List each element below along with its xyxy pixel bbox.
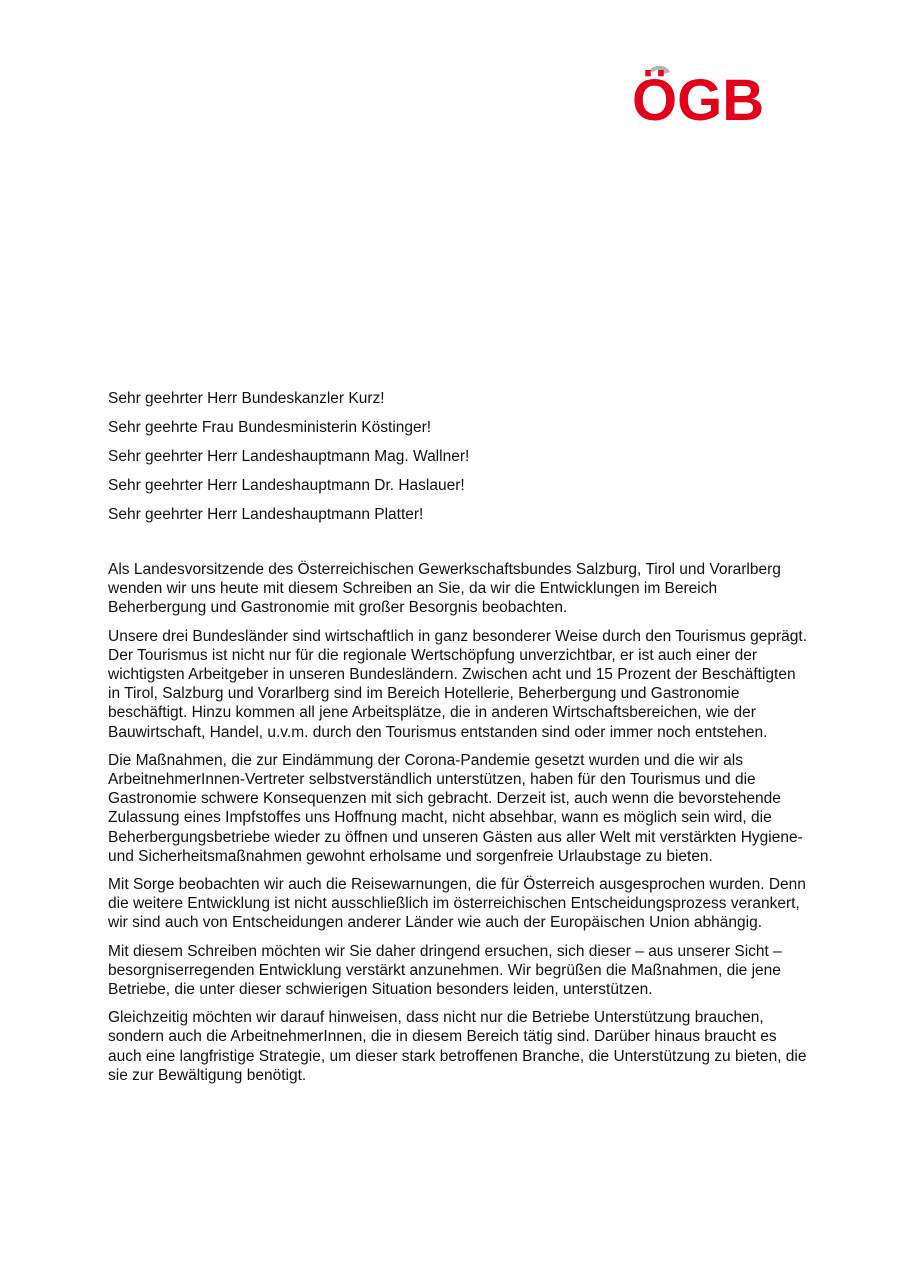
paragraph: Als Landesvorsitzende des Österreichischen Gewerkschaftsbundes Salzburg, Tirol und Vorarlberg wenden wir uns heute mit diesem Schreiben an Sie, da wir die Entwicklungen im Bereich Beherbergung und Gastronomie mit großer Besorgnis beobachten. (108, 561, 781, 617)
salutation-line: Sehr geehrter Herr Landeshauptmann Dr. Haslauer! (108, 477, 465, 494)
oegb-logo (632, 64, 784, 133)
paragraph: Die Maßnahmen, die zur Eindämmung der Corona-Pandemie gesetzt wurden und die wir als ArbeitnehmerInnen-Vertreter selbstverständlich unterstützen, haben für den Tourismus und die Gastronomie schwere Konsequenzen mit sich gebracht. Derzeit ist, auch wenn die bevorstehende Zulassung eines Impfstoffes uns Hoffnung macht, nicht absehbar, wann es möglich sein wird, die Beherbergungsbetriebe wieder zu öffnen und unseren Gästen aus aller Welt mit verstärkten Hygiene- und Sicherheitsmaßnahmen gewohnt erholsame und sorgenfreie Urlaubstage zu bieten. (108, 751, 803, 865)
letter-body (108, 560, 808, 1094)
salutation-line: Sehr geehrter Herr Landeshauptmann Platter! (108, 506, 424, 523)
salutation-list (108, 389, 808, 534)
salutation-line: Sehr geehrter Herr Landeshauptmann Mag. Wallner! (108, 448, 470, 465)
salutation-line: Sehr geehrter Herr Bundeskanzler Kurz! (108, 390, 385, 407)
paragraph: Unsere drei Bundesländer sind wirtschaftlich in ganz besonderer Weise durch den Tourismus geprägt. Der Tourismus ist nicht nur für die regionale Wertschöpfung unverzichtbar, er ist auch einer der wichtigsten Arbeitgeber in unseren Bundesländern. Zwischen acht und 15 Prozent der Beschäftigten in Tirol, Salzburg und Vorarlberg sind im Bereich Hotellerie, Beherbergung und Gastronomie beschäftigt. Hinzu kommen all jene Arbeitsplätze, die in anderen Wirtschaftsbereichen, wie der Bauwirtschaft, Handel, u.v.m. durch den Tourismus entstanden sind oder immer noch entstehen. (108, 627, 808, 741)
oegb-logo-graphic (632, 64, 784, 133)
logo-wordmark: ÖGB (632, 68, 765, 133)
paragraph: Gleichzeitig möchten wir darauf hinweisen, dass nicht nur die Betriebe Unterstützung brauchen, sondern auch die ArbeitnehmerInnen, die in diesem Bereich tätig sind. Darüber hinaus braucht es auch eine langfristige Strategie, um dieser stark betroffenen Branche, die Unterstützung zu bieten, die sie zur Bewältigung benötigt. (108, 1009, 807, 1084)
paragraph: Mit Sorge beobachten wir auch die Reisewarnungen, die für Österreich ausgesprochen wurden. Denn die weitere Entwicklung ist nicht ausschließlich im österreichischen Entscheidungsprozess verankert, wir sind auch von Entscheidungen anderer Länder wie auch der Europäischen Union abhängig. (108, 876, 806, 932)
paragraph: Mit diesem Schreiben möchten wir Sie daher dringend ersuchen, sich dieser – aus unserer Sicht – besorgniserregenden Entwicklung verstärkt anzunehmen. Wir begrüßen die Maßnahmen, die jene Betriebe, die unter dieser schwierigen Situation besonders leiden, unterstützen. (108, 942, 782, 999)
salutation-line: Sehr geehrte Frau Bundesministerin Köstinger! (108, 419, 432, 436)
